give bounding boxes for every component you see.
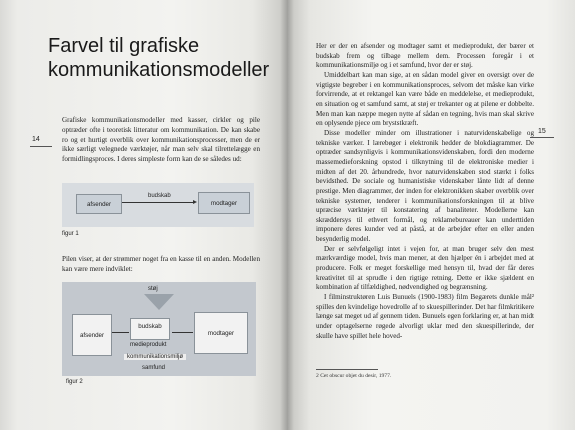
right-page-number: 15 [538,128,546,135]
left-page-number: 14 [32,136,40,143]
figure-2-caption: figur 2 [66,379,83,385]
footnote-rule [316,369,378,370]
message-box: budskab [130,318,170,340]
body-paragraph: Der er selvfølgeligt intet i vejen for, at man bruger selv den mest mærkværdige model, hvis man mener, at den hjælper én i arbejdet med at producere. Folk er meget forskellige med hensyn til, hvad der får deres kreativitet til at sprudle i den rigtige retning. Dette er ikke sjældent en kombination af tilfældighed, nødvendighed og begrænsning. [316,244,534,292]
book-spine-shadow [280,0,294,430]
figure-1-diagram [62,183,254,227]
second-paragraph: Pilen viser, at der strømmer noget fra en kasse til en anden. Modellen kan være mere indviklet: [62,255,260,273]
figure-2-diagram [62,282,256,376]
body-paragraph: Her er der en afsender og modtager samt et medieprodukt, der bærer et budskab frem og tilbage mellem dem. Processen foregår i et kommunikationsmiljø og i et samfund, hvor der er støj. [316,42,534,70]
arrow-head-icon [193,200,197,204]
noise-label: støj [148,286,158,292]
environment-label: kommunikationsmiljø [124,354,186,360]
medium-label: medieprodukt [130,342,167,348]
body-paragraph: Disse modeller minder om illustrationer i naturvidenskabelige og tekniske værker. I lærebøger i elektronik hedder de blokdiagrammer. De optræder sandsynligvis i kommunikationsvidenskaben, fordi den moderne massemedieforskning opstod i tilknytning til de elektroniske medier i midten af det 20. århundrede, hvor naturvidenskaben stod stærkt i folks bevidsthed. De sociale og humanistiske videnskaber lånte lidt af denne prestige. Men diagrammer, der inden for elektronikken skaber overblik over tekniske systemer, tenderer i kommunikationsforskningen til at blive upræcise værktøjer til konstatering af banaliteter. Modellerne kan skræddersys til ethvert formål, og reklamebureauer kan underttiden imponere deres kunder ved at påstå, at de arbejder efter en eller anden besynderlig model. [316,128,534,244]
society-label: samfund [142,365,166,371]
footnote: 2 Cet obscur objet du desir, 1977. [316,373,392,379]
receiver-box: modtager [194,312,248,354]
right-body-text [316,42,534,341]
sender-box: afsender [72,314,112,356]
intro-paragraph: Grafiske kommunikationsmodeller med kasser, cirkler og pile optræder ofte i teoretisk litteratur om kommunikation. De kan skabe ro og et hurtigt overblik over kommunikationsprocesser, men de er ikke særligt velegnede værktøjer, når man selv skal tilrettelægge en formidlingsproces. I deres simpleste form kan de se således ud: [62,116,260,164]
arrow-line [122,202,194,203]
body-paragraph: I filminstruktøren Luis Bunuels (1900-1983) film Begærets dunkle mål² spilles den kvindelige hovedrolle af to skuespillerinder. Det har filmkritikere længe sat meget ud af gennem tiden. Bunuels egen forklaring er, at han midt under optagelserne røgede alvorligt uklar med den skuespillerinde, der skulle have spillet hele hoved- [316,293,534,340]
intro-text [62,116,260,165]
message-label: budskab [148,193,171,199]
noise-triangle-icon [144,294,174,310]
second-text [62,255,260,275]
arrow-line [172,332,193,333]
body-paragraph: Umiddelbart kan man sige, at en sådan model giver en oversigt over de vigtigste begreber i en kommunikationsproces, selvom det måske kan virke forvirrende, at et rektangel kan være både en meddelelse, et medieprodukt, en situation og et samfund samt, at støj er trekanter og at pilene er dobbelte. Men man kan næppe megen nytte af sådan en tegning, hvis man skal skrive en oplysende pjece om bryststkræft. [316,70,534,128]
arrow-line [112,332,129,333]
chapter-title: Farvel til grafiske kommunikationsmodeller [48,35,270,81]
page-number-rule [30,146,52,147]
sender-box: afsender [76,194,122,214]
figure-1-caption: figur 1 [62,231,79,237]
receiver-box: modtager [198,192,250,214]
